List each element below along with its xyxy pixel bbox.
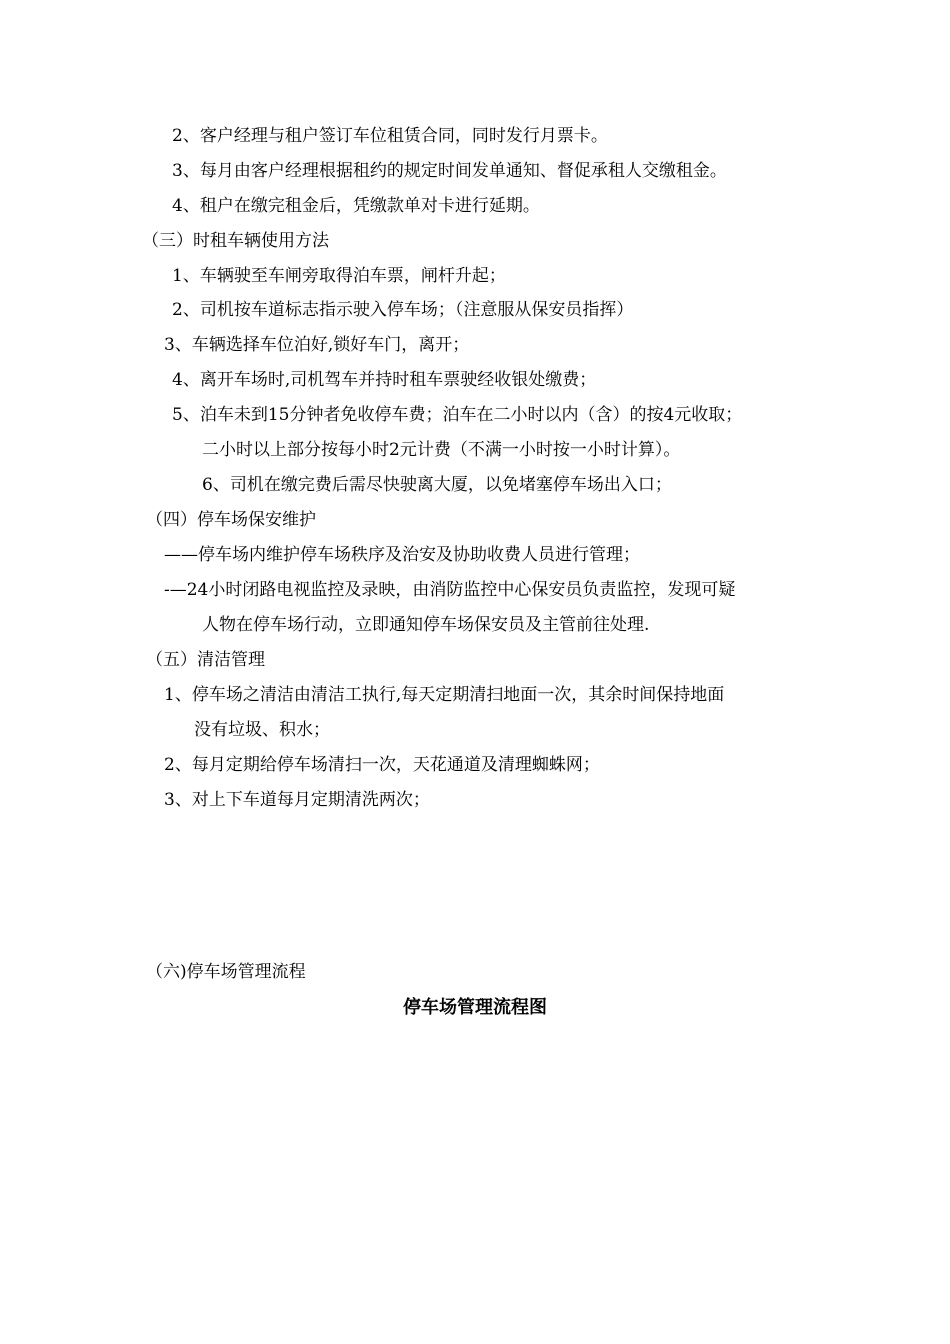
text-line: 1、停车场之清洁由清洁工执行,每天定期清扫地面一次，其余时间保持地面 bbox=[164, 685, 725, 705]
text-line: 6、司机在缴完费后需尽快驶离大厦，以免堵塞停车场出入口； bbox=[202, 475, 672, 495]
section-heading: （五）清洁管理 bbox=[146, 650, 265, 670]
text-line: 2、每月定期给停车场清扫一次，天花通道及清理蜘蛛网； bbox=[164, 755, 600, 775]
text-line: 4、租户在缴完租金后，凭缴款单对卡进行延期。 bbox=[172, 196, 540, 216]
text-line: 2、司机按车道标志指示驶入停车场；（注意服从保安员指挥） bbox=[172, 300, 634, 320]
flowchart-title: 停车场管理流程图 bbox=[403, 997, 547, 1018]
text-line: 3、对上下车道每月定期清洗两次； bbox=[164, 790, 430, 810]
text-line: 3、每月由客户经理根据租约的规定时间发单通知、督促承租人交缴租金。 bbox=[172, 161, 727, 181]
text-line: 2、客户经理与租户签订车位租赁合同，同时发行月票卡。 bbox=[172, 126, 608, 146]
text-line: 人物在停车场行动，立即通知停车场保安员及主管前往处理. bbox=[202, 615, 650, 635]
text-line: 1、车辆驶至车闸旁取得泊车票，闸杆升起； bbox=[172, 266, 506, 286]
text-line: ——停车场内维护停车场秩序及治安及协助收费人员进行管理； bbox=[164, 545, 640, 565]
text-line: 4、离开车场时,司机驾车并持时租车票驶经收银处缴费； bbox=[172, 370, 597, 390]
section-heading: （三）时租车辆使用方法 bbox=[142, 231, 329, 251]
text-line: 5、泊车未到15分钟者免收停车费；泊车在二小时以内（含）的按4元收取； bbox=[172, 405, 743, 425]
section-heading: （四）停车场保安维护 bbox=[146, 510, 316, 530]
text-line: -—24小时闭路电视监控及录映，由消防监控中心保安员负责监控，发现可疑 bbox=[164, 580, 736, 600]
section-heading: （六)停车场管理流程 bbox=[146, 962, 306, 982]
text-line: 二小时以上部分按每小时2元计费（不满一小时按一小时计算）。 bbox=[202, 440, 681, 460]
text-line: 没有垃圾、积水； bbox=[194, 720, 330, 740]
text-line: 3、车辆选择车位泊好,锁好车门，离开； bbox=[164, 335, 470, 355]
